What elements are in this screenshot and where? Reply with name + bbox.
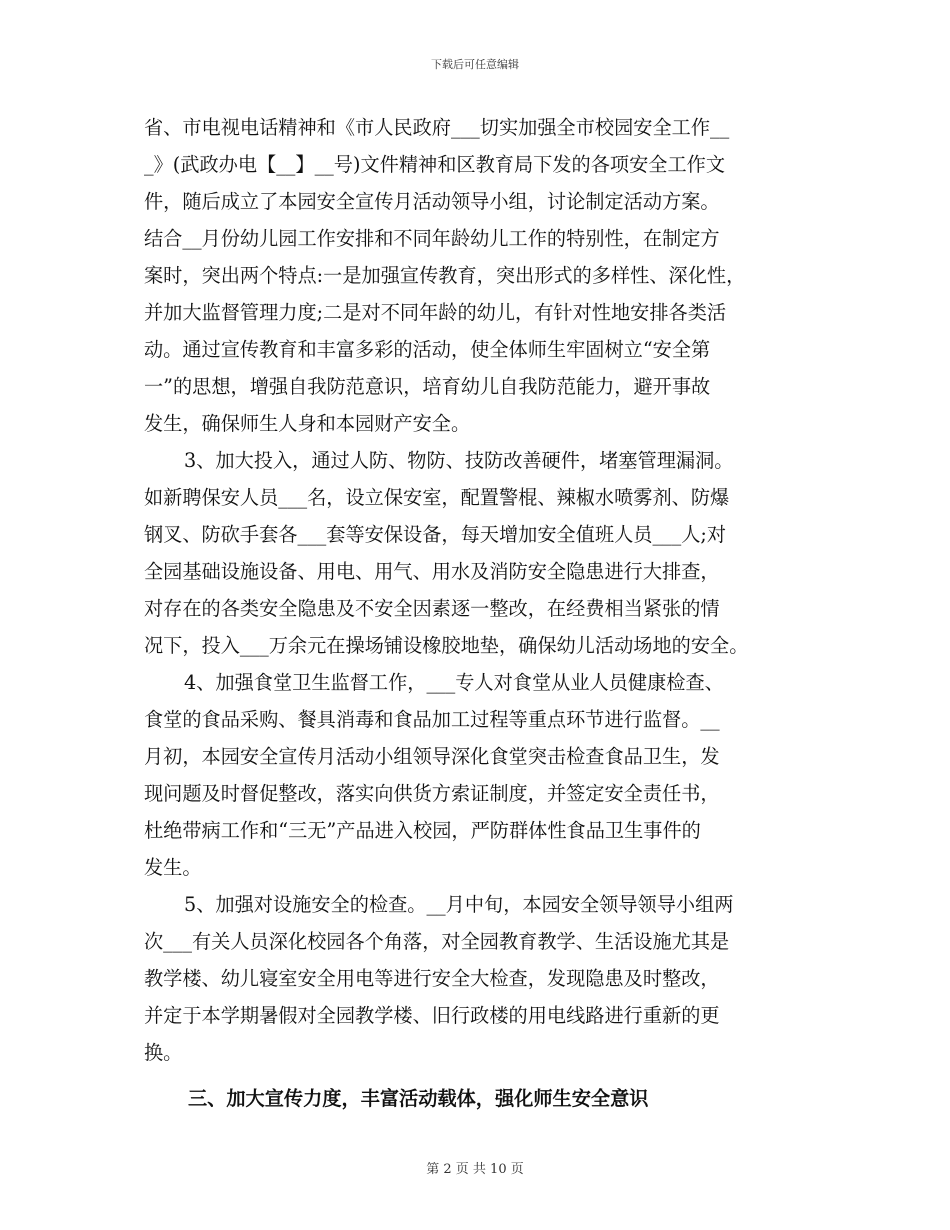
text-line: 对存在的各类安全隐患及不安全因素逐一整改，在经费相当紧张的情 bbox=[144, 597, 720, 620]
page-footer: 第 2 页 共 10 页 bbox=[426, 1162, 524, 1177]
text-line: 并定于本学期暑假对全园教学楼、旧行政楼的用电线路进行重新的更 bbox=[144, 1004, 720, 1027]
text-line: 结合__月份幼儿园工作安排和不同年龄幼儿工作的特别性，在制定方 bbox=[144, 227, 720, 250]
text-line: 钢叉、防砍手套各___套等安保设备，每天增加安全值班人员___人;对 bbox=[144, 523, 727, 546]
paragraph-first-line: 4、加强食堂卫生监督工作，___专人对食堂从业人员健康检查、 bbox=[184, 671, 724, 694]
text-line: _》(武政办电【__】__号)文件精神和区教育局下发的各项安全工作文 bbox=[144, 153, 726, 176]
text-line: 全园基础设施设备、用电、用气、用水及消防安全隐患进行大排查， bbox=[144, 560, 720, 583]
text-line: 发生，确保师生人身和本园财产安全。 bbox=[144, 412, 471, 435]
text-line: 换。 bbox=[144, 1041, 183, 1064]
document-body bbox=[144, 109, 820, 1117]
text-line: 如新聘保安人员___名，设立保安室，配置警棍、辣椒水喷雾剂、防爆 bbox=[144, 486, 730, 509]
text-line: 省、市电视电话精神和《市人民政府___切实加强全市校园安全工作__ bbox=[144, 116, 730, 139]
text-line: 杜绝带病工作和“三无”产品进入校园，严防群体性食品卫生事件的 bbox=[144, 819, 701, 842]
text-line: 件，随后成立了本园安全宣传月活动领导小组，讨论制定活动方案。 bbox=[144, 190, 720, 213]
paragraph-first-line: 5、加强对设施安全的检查。__月中旬，本园安全领导领导小组两 bbox=[184, 893, 734, 916]
text-line: 动。通过宣传教育和丰富多彩的活动，使全体师生牢固树立“安全第 bbox=[144, 338, 711, 361]
text-line: 次___有关人员深化校园各个角落，对全园教育教学、生活设施尤其是 bbox=[144, 930, 730, 953]
text-line: 教学楼、幼儿寝室安全用电等进行安全大检查，发现隐患及时整改， bbox=[144, 967, 720, 990]
text-line: 月初，本园安全宣传月活动小组领导深化食堂突击检查食品卫生，发 bbox=[144, 745, 720, 768]
text-line: 并加大监督管理力度;二是对不同年龄的幼儿，有针对性地安排各类活 bbox=[144, 301, 727, 324]
text-line: 案时，突出两个特点:一是加强宣传教育，突出形式的多样性、深化性， bbox=[144, 264, 746, 287]
text-line: 况下，投入___万余元在操场铺设橡胶地垫，确保幼儿活动场地的安全。 bbox=[144, 634, 749, 657]
text-line: 发生。 bbox=[144, 856, 202, 879]
text-line: 现问题及时督促整改，落实向供货方索证制度，并签定安全责任书， bbox=[144, 782, 720, 805]
paragraph-first-line: 3、加大投入，通过人防、物防、技防改善硬件，堵塞管理漏洞。 bbox=[184, 449, 734, 472]
section-heading: 三、加大宣传力度，丰富活动载体，强化师生安全意识 bbox=[188, 1087, 649, 1110]
page-header: 下载后可任意编辑 bbox=[431, 58, 519, 71]
text-line: 食堂的食品采购、餐具消毒和食品加工过程等重点环节进行监督。__ bbox=[144, 708, 720, 731]
text-line: 一”的思想，增强自我防范意识，培育幼儿自我防范能力，避开事故 bbox=[144, 375, 711, 398]
